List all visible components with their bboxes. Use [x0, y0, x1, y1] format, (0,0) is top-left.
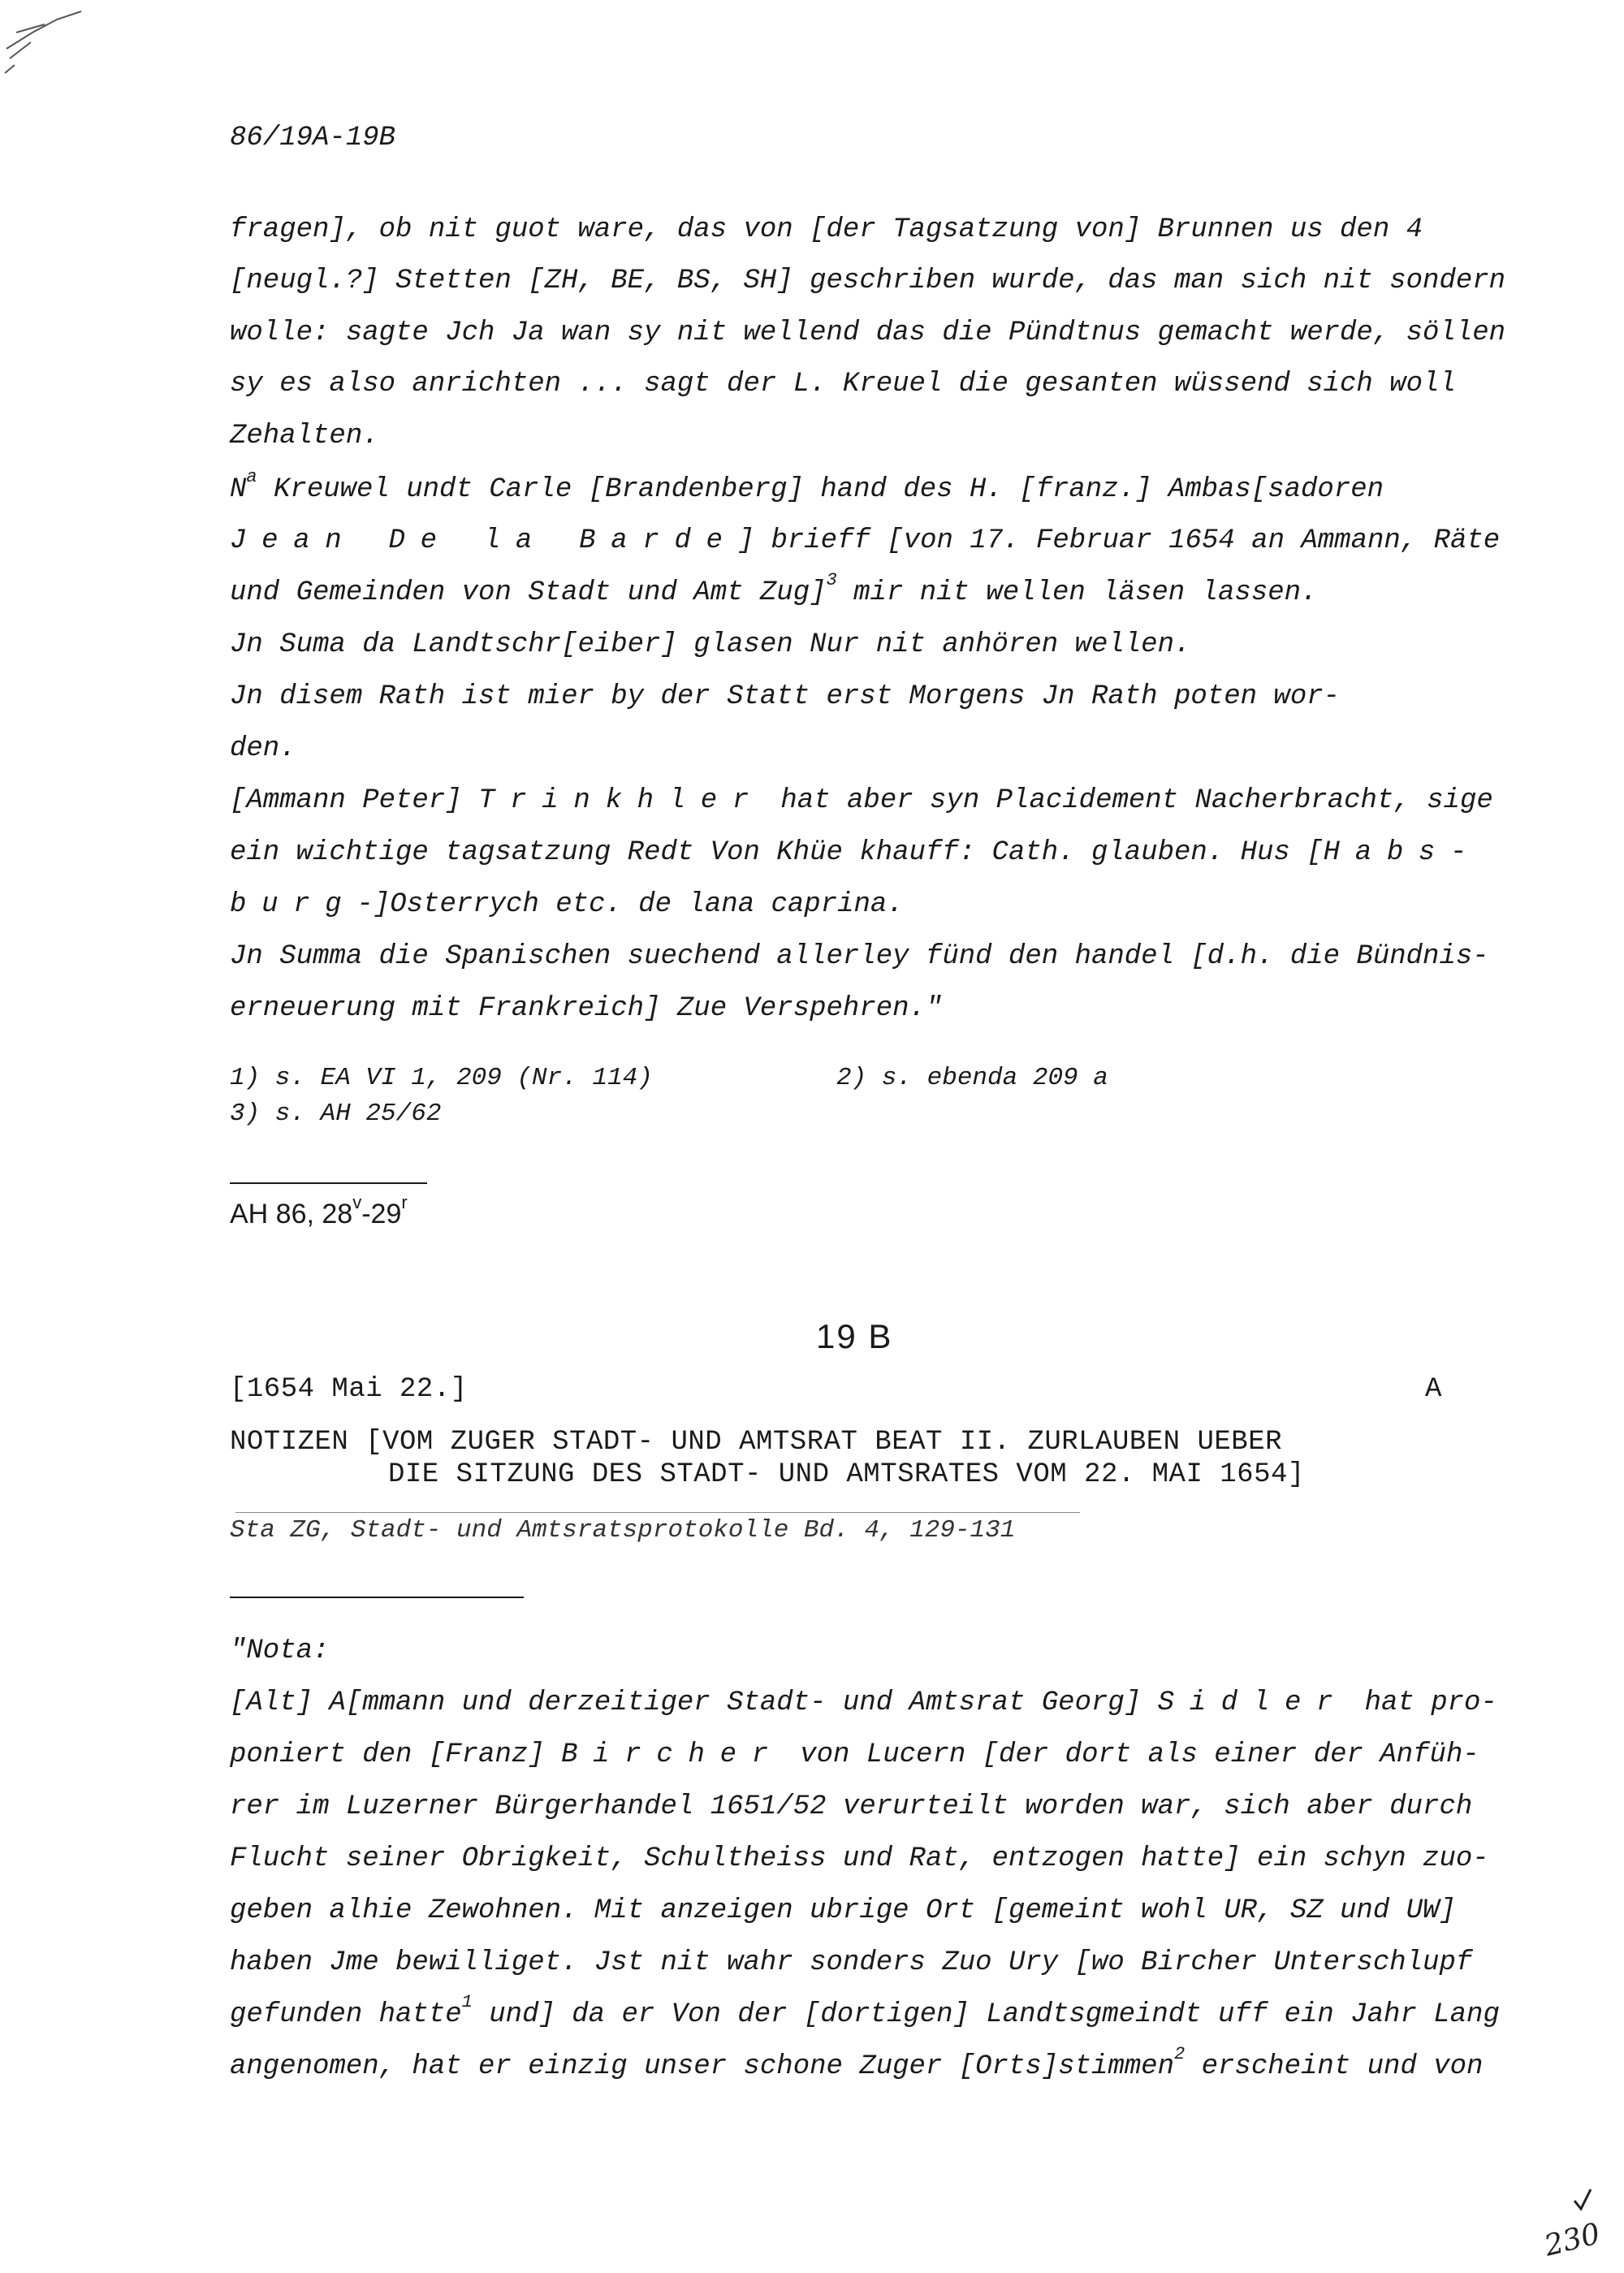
text-line: erneuerung mit Frankreich] Zue Verspehren." — [230, 993, 943, 1024]
text-fragment: und Gemeinden von Stadt und Amt Zug] — [230, 577, 827, 608]
text-fragment: erscheint und von — [1185, 2051, 1484, 2082]
text-fragment: Kreuwel undt Carle [Brandenberg] hand des H. [franz.] Ambas[sadoren — [257, 474, 1384, 505]
footnote-ref: 3 — [826, 570, 837, 590]
text-line: Flucht seiner Obrigkeit, Schultheiss und Rat, entzogen hatte] ein schyn zuo- — [230, 1843, 1489, 1874]
text-fragment: mir nit wellen läsen lassen. — [836, 577, 1318, 608]
superscript: r — [401, 1192, 408, 1212]
text-fragment: AH 86, 28 — [230, 1199, 353, 1229]
document-number: 19 B — [816, 1317, 893, 1355]
text-line: wolle: sagte Jch Ja wan sy nit wellend das die Pündtnus gemacht werde, söllen — [230, 318, 1506, 348]
source-strike — [235, 1512, 1080, 1513]
footnote: 2) s. ebenda 209 a — [836, 1064, 1108, 1092]
superscript: a — [246, 467, 257, 487]
text-line — [230, 1739, 1479, 1771]
text-fragment: angenomen, hat er einzig unser schone Zuger [Orts]stimmen — [230, 2051, 1174, 2082]
text-line — [230, 467, 1384, 506]
text-line — [230, 525, 1500, 557]
spaced-name: burg — [230, 889, 357, 920]
text-fragment: N — [230, 474, 247, 505]
text-fragment: [Ammann Peter] — [230, 785, 479, 816]
text-line — [230, 836, 1482, 869]
handwritten-page-number: 230 — [1541, 2217, 1604, 2263]
text-line: [neugl.?] Stetten [ZH, BE, BS, SH] geschriben wurde, das man sich nit sondern — [230, 266, 1506, 296]
text-line: fragen], ob nit guot ware, das von [der Tagsatzung von] Brunnen us den 4 — [230, 214, 1423, 245]
text-divider — [230, 1597, 524, 1598]
text-line: rer im Luzerner Bürgerhandel 1651/52 verurteilt worden war, sich aber durch — [230, 1791, 1473, 1822]
document-title: NOTIZEN [VOM ZUGER STADT- UND AMTSRAT BEAT II. ZURLAUBEN UEBER — [230, 1427, 1283, 1458]
document-marker: A — [1425, 1374, 1442, 1405]
page-reference: 86/19A-19B — [230, 123, 396, 153]
text-fragment: hat aber syn Placidement Nacherbracht, sige — [764, 785, 1493, 816]
text-line: "Nota: — [230, 1636, 330, 1666]
text-fragment: poniert den [Franz] — [230, 1739, 562, 1770]
archive-source — [230, 1192, 408, 1230]
text-fragment: hat pro- — [1348, 1687, 1497, 1718]
footnote: 1) s. EA VI 1, 209 (Nr. 114) — [230, 1064, 653, 1092]
document-title: DIE SITZUNG DES STADT- UND AMTSRATES VOM 22. MAI 1654] — [388, 1459, 1305, 1490]
spaced-name: Sidler — [1157, 1687, 1349, 1718]
text-line: Jn disem Rath ist mier by der Statt erst Morgens Jn Rath poten wor- — [230, 681, 1341, 712]
text-line: sy es also anrichten ... sagt der L. Kreuel die gesanten wüssend sich woll — [230, 369, 1456, 400]
text-line: Jn Summa die Spanischen suechend allerley fünd den handel [d.h. die Bündnis- — [230, 941, 1489, 972]
footnote-ref: 1 — [461, 1992, 473, 2012]
text-fragment: von Lucern [der dort als einer der Anfüh- — [783, 1739, 1479, 1770]
text-line — [230, 570, 1318, 609]
text-line: haben Jme bewilliget. Jst nit wahr sonders Zuo Ury [wo Bircher Unterschlupf — [230, 1947, 1473, 1978]
text-fragment: [Alt] A[mmann und derzeitiger Stadt- und Amtsrat Georg] — [230, 1687, 1158, 1718]
text-line: geben alhie Zewohnen. Mit anzeigen ubrige Ort [gemeint wohl UR, SZ und UW] — [230, 1895, 1456, 1926]
text-line — [230, 888, 904, 921]
corner-scribble — [0, 0, 122, 89]
text-fragment: -]Osterrych etc. de lana caprina. — [356, 889, 904, 920]
document-date: [1654 Mai 22.] — [230, 1374, 468, 1405]
spaced-name: Trinkhler — [478, 785, 764, 816]
text-fragment: ein wichtige tagsatzung Redt Von Khüe khauff: Cath. glauben. Hus [ — [230, 837, 1324, 868]
text-line — [230, 784, 1493, 817]
source-divider — [230, 1182, 427, 1184]
text-line: Jn Suma da Landtschr[eiber] glasen Nur nit anhören wellen. — [230, 629, 1191, 660]
footnote-ref: 2 — [1174, 2044, 1186, 2064]
text-fragment: -29 — [361, 1199, 402, 1229]
footnote: 3) s. AH 25/62 — [230, 1100, 442, 1128]
text-fragment: ] brieff [von 17. Februar 1654 an Ammann, Räte — [737, 525, 1501, 556]
text-fragment: und] da er Von der [dortigen] Landtsgmeindt uff ein Jahr Lang — [472, 1999, 1500, 2030]
text-line — [230, 2044, 1484, 2083]
text-line: Zehalten. — [230, 421, 379, 452]
text-line — [230, 1992, 1500, 2031]
document-source: Sta ZG, Stadt- und Amtsratsprotokolle Bd. 4, 129-131 — [230, 1516, 1016, 1545]
text-fragment: gefunden hatte — [230, 1999, 462, 2030]
spaced-name: Bircher — [561, 1739, 784, 1770]
spaced-name: Habs- — [1323, 837, 1483, 868]
superscript: v — [352, 1192, 362, 1212]
text-line — [230, 1687, 1497, 1719]
spaced-name: Jean De la Barde — [230, 525, 738, 556]
checkmark-icon — [1571, 2184, 1596, 2217]
text-line: den. — [230, 733, 296, 764]
